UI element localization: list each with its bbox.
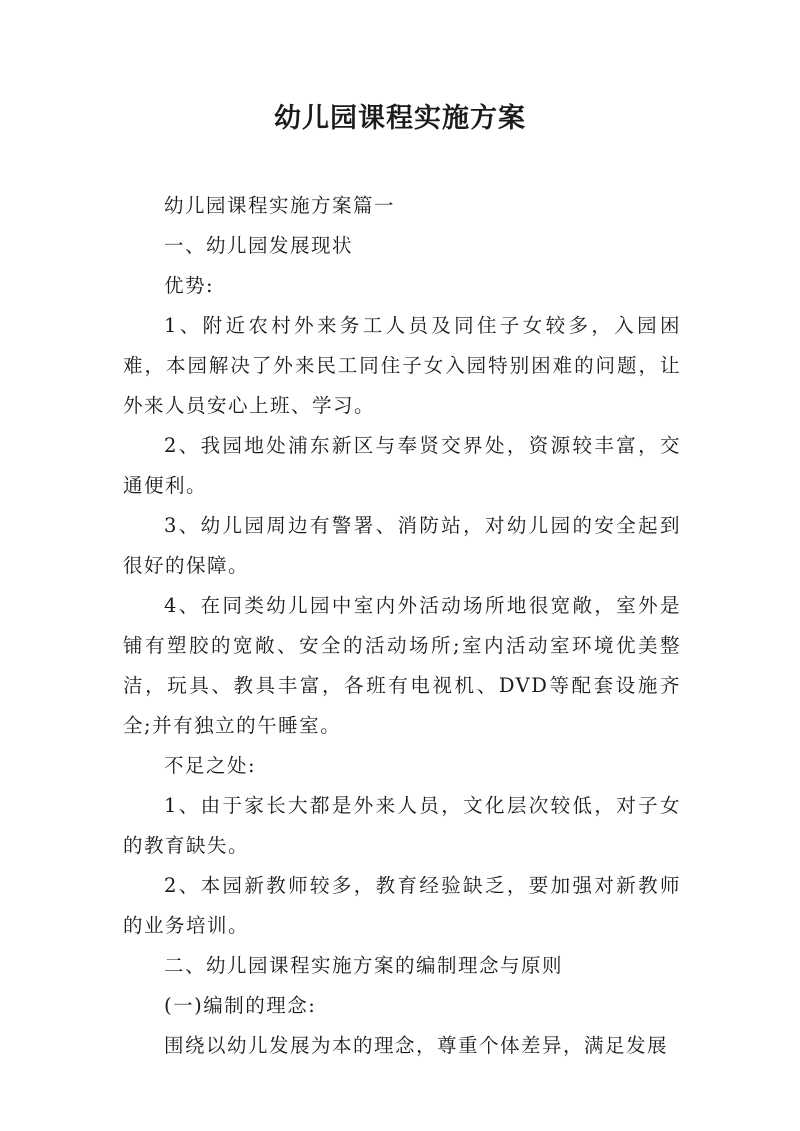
body-paragraph: 围绕以幼儿发展为本的理念，尊重个体差异，满足发展 <box>164 1034 669 1057</box>
body-paragraph: 4、在同类幼儿园中室内外活动场所地很宽敞，室外是铺有塑胶的宽敞、安全的活动场所;室内活动室环境优美整洁，玩具、教具丰富，各班有电视机、DVD等配套设施齐全;并有独立的午睡室。 <box>123 594 681 737</box>
subsection-label: (一)编制的理念: <box>164 994 317 1017</box>
section-heading: 一、幼儿园发展现状 <box>164 234 354 257</box>
body-paragraph: 3、幼儿园周边有警署、消防站，对幼儿园的安全起到很好的保障。 <box>123 514 681 577</box>
subsection-label: 不足之处: <box>164 754 257 777</box>
body-paragraph: 2、我园地处浦东新区与奉贤交界处，资源较丰富，交通便利。 <box>123 434 681 497</box>
section-heading: 二、幼儿园课程实施方案的编制理念与原则 <box>164 954 564 977</box>
subsection-label: 优势: <box>164 274 215 297</box>
document-body <box>123 186 681 1066</box>
body-paragraph: 1、由于家长大都是外来人员，文化层次较低，对子女的教育缺失。 <box>123 794 681 857</box>
body-paragraph: 2、本园新教师较多，教育经验缺乏，要加强对新教师的业务培训。 <box>123 874 681 937</box>
body-paragraph: 1、附近农村外来务工人员及同住子女较多，入园困难，本园解决了外来民工同住子女入园特别困难的问题，让外来人员安心上班、学习。 <box>123 314 681 417</box>
section-heading: 幼儿园课程实施方案篇一 <box>164 194 396 217</box>
document-title: 幼儿园课程实施方案 <box>274 103 526 134</box>
